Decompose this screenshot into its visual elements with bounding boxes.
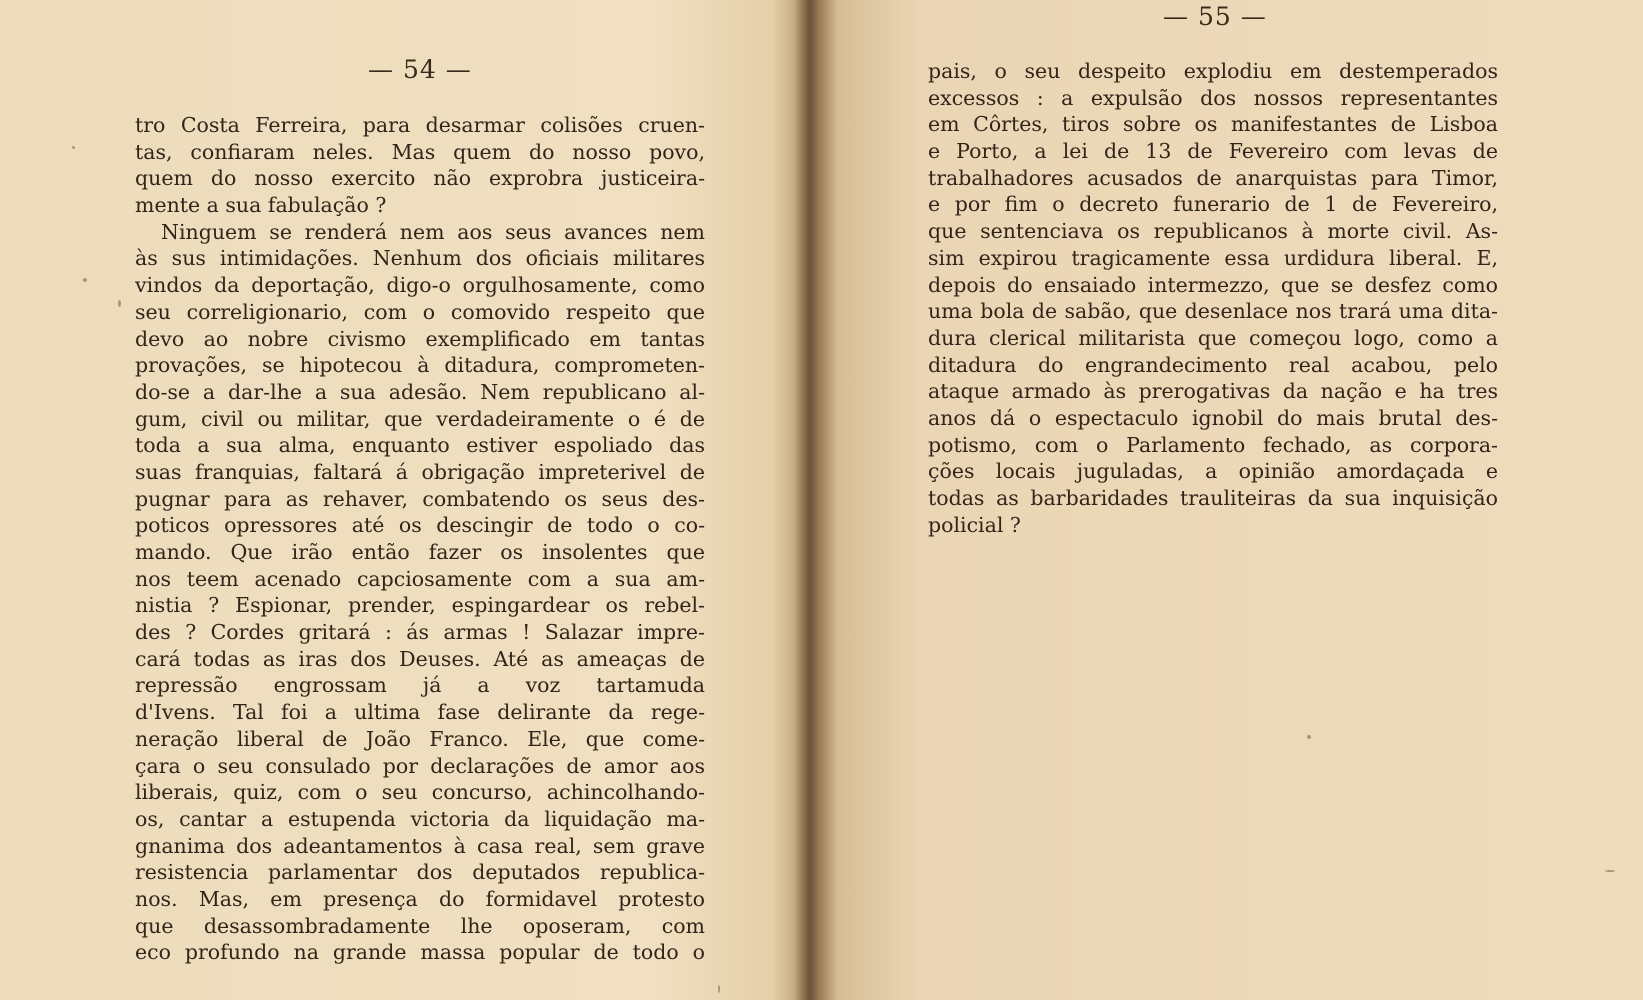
paper-speck <box>1307 735 1311 739</box>
text-line: anos dá o espectaculo ignobil do mais brutal des- <box>928 405 1498 430</box>
page-number-54: — 54 — <box>368 55 472 84</box>
paper-speck <box>718 985 720 993</box>
text-line: potismo, com o Parlamento fechado, as corpora- <box>928 432 1498 457</box>
text-line: em Côrtes, tiros sobre os manifestantes de Lisboa <box>928 112 1498 137</box>
text-line: toda a sua alma, enquanto estiver espoliado das <box>135 433 705 458</box>
text-line: pais, o seu despeito explodiu em destemperados <box>928 59 1498 83</box>
text-line: liberais, quiz, com o seu concurso, achincolhando- <box>135 780 705 805</box>
right-page <box>828 0 1643 1000</box>
text-line: excessos : a expulsão dos nossos representantes <box>928 85 1498 110</box>
text-line: policial ? <box>928 512 1021 537</box>
left-page <box>0 0 800 1000</box>
text-line: Ninguem se renderá nem aos seus avances nem <box>161 219 705 244</box>
text-line: dura clerical militarista que começou logo, como a <box>928 325 1498 350</box>
paper-speck <box>83 278 87 282</box>
text-line: nistia ? Espionar, prender, espingardear os rebel- <box>135 593 705 618</box>
paper-speck <box>1605 870 1615 872</box>
text-line: e por fim o decreto funerario de 1 de Fevereiro, <box>928 192 1498 217</box>
text-line: d'Ivens. Tal foi a ultima fase delirante da rege- <box>135 700 705 725</box>
text-line: todas as barbaridades trauliteiras da sua inquisição <box>928 486 1498 510</box>
page-number-55: — 55 — <box>1163 2 1267 31</box>
text-line: depois do ensaiado intermezzo, que se desfez como <box>928 272 1498 297</box>
text-line: ataque armado às prerogativas da nação e ha tres <box>928 379 1498 404</box>
text-line: nos. Mas, em presença do formidavel protesto <box>135 886 705 911</box>
text-line: e Porto, a lei de 13 de Fevereiro com levas de <box>928 139 1498 164</box>
text-line: quem do nosso exercito não exprobra justiceira- <box>135 166 705 191</box>
text-line: seu correligionario, com o comovido respeito que <box>135 299 705 324</box>
text-line: ditadura do engrandecimento real acabou, pelo <box>928 352 1498 377</box>
text-line: cará todas as iras dos Deuses. Até as ameaças de <box>135 646 705 671</box>
text-line: eco profundo na grande massa popular de todo o <box>135 940 705 965</box>
text-line: pugnar para as rehaver, combatendo os seus des- <box>135 486 705 511</box>
text-line: poticos opressores até os descingir de todo o co- <box>135 513 705 538</box>
text-line: ções locais juguladas, a opinião amordaçada e <box>928 459 1498 484</box>
text-line: gum, civil ou militar, que verdadeiramente o é de <box>135 406 705 431</box>
text-line: sim expirou tragicamente essa urdidura liberal. E, <box>928 245 1498 270</box>
text-line: mente a sua fabulação ? <box>135 193 387 218</box>
text-line: tro Costa Ferreira, para desarmar colisões cruen- <box>135 113 705 137</box>
text-line: do-se a dar-lhe a sua adesão. Nem republicano al- <box>135 379 705 404</box>
text-line: des ? Cordes gritará : ás armas ! Salazar impre- <box>135 620 705 645</box>
text-line: os, cantar a estupenda victoria da liquidação ma- <box>135 806 705 831</box>
text-line: às sus intimidações. Nenhum dos oficiais militares <box>135 246 705 271</box>
text-line: çara o seu consulado por declarações de amor aos <box>135 753 705 778</box>
text-line: que sentenciava os republicanos à morte civil. As- <box>928 219 1498 244</box>
text-line: repressão engrossam já a voz tartamuda <box>135 673 705 698</box>
text-line: mando. Que irão então fazer os insolentes que <box>135 540 705 564</box>
text-line: trabalhadores acusados de anarquistas para Timor, <box>928 165 1498 190</box>
text-line: neração liberal de João Franco. Ele, que come- <box>135 726 705 751</box>
text-line: resistencia parlamentar dos deputados republica- <box>135 860 705 885</box>
text-line: uma bola de sabão, que desenlace nos trará uma dita- <box>928 299 1498 324</box>
right-page-text <box>928 58 1498 538</box>
left-page-text <box>135 112 705 966</box>
paper-speck <box>118 300 121 307</box>
text-line: que desassombradamente lhe oposeram, com <box>135 913 705 938</box>
text-line: provações, se hipotecou à ditadura, comprometen- <box>135 353 705 378</box>
text-line: suas franquias, faltará á obrigação impreterivel de <box>135 459 705 484</box>
text-line: gnanima dos adeantamentos à casa real, sem grave <box>135 833 705 858</box>
text-line: tas, confiaram neles. Mas quem do nosso povo, <box>135 139 705 164</box>
text-line: vindos da deportação, digo-o orgulhosamente, como <box>135 273 705 298</box>
paper-speck <box>72 146 75 149</box>
text-line: devo ao nobre civismo exemplificado em tantas <box>135 326 705 351</box>
text-line: nos teem acenado capciosamente com a sua am- <box>135 566 705 591</box>
